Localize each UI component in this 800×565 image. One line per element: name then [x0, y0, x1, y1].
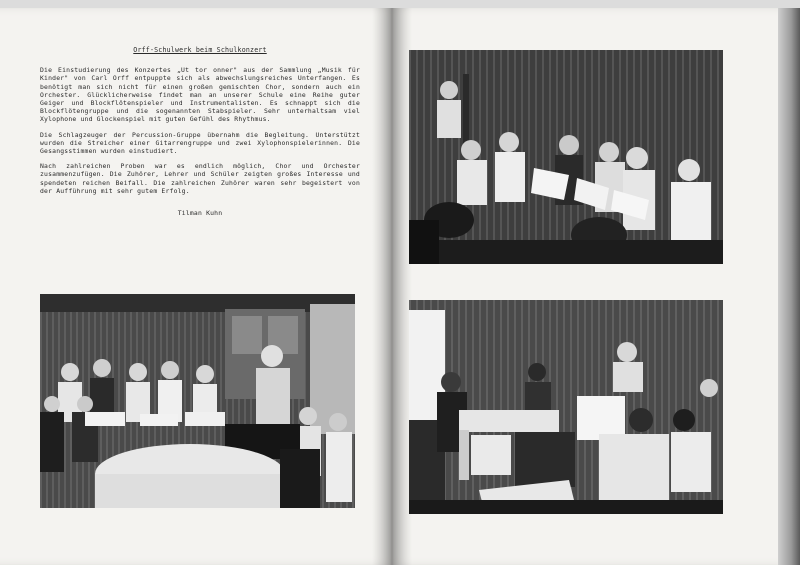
article-paragraph-3: Nach zahlreichen Proben war es endlich möglich, Chor und Orchester zusammenzufügen. Die Zuhörer, Lehrer und Schüler zeigten großes Interesse und spendeten reichen Beifall. Die zahlreichen Zuhörer waren sehr begeistert von der Aufführung mit sehr gutem Erfolg.	[40, 162, 360, 195]
article-signature: Tilman Kuhn	[177, 209, 223, 218]
photo-xylophone-group	[409, 300, 723, 514]
photo-choir	[40, 294, 355, 508]
article-title: Orff-Schulwerk beim Schulkonzert	[133, 46, 267, 54]
article-paragraph-2: Die Schlagzeuger der Percussion-Gruppe übernahm die Begleitung. Unterstützt wurden die Streicher einer Gitarrengruppe und zwei Xylophonspielerinnen. Die Gesangsstimmen wurden einstudiert.	[40, 130, 360, 156]
photo-orchestra	[409, 50, 723, 264]
page-edge	[778, 8, 800, 565]
article-paragraph-1: Die Einstudierung des Konzertes „Ut tor onner" aus der Sammlung „Musik für Kinder" von Carl Orff entpuppte sich als abwechslungsreiches Unterfangen. Es benötigt man sich nicht für einen großen gemischten Chor, sondern auch ein Orchester. Glücklicherweise findet man an unserer Schule eine Reihe guter Geiger und Blockflötenspieler und Instrumentalisten. Es schnappt sich die Blockflötengruppe und die sogenannten Stabspieler. Sehr unterhaltsam viel Xylophone und Glockenspiel mit guten Gefühl des Rhythmus.	[40, 66, 360, 124]
book-gutter	[372, 8, 412, 565]
article-text	[40, 46, 360, 217]
